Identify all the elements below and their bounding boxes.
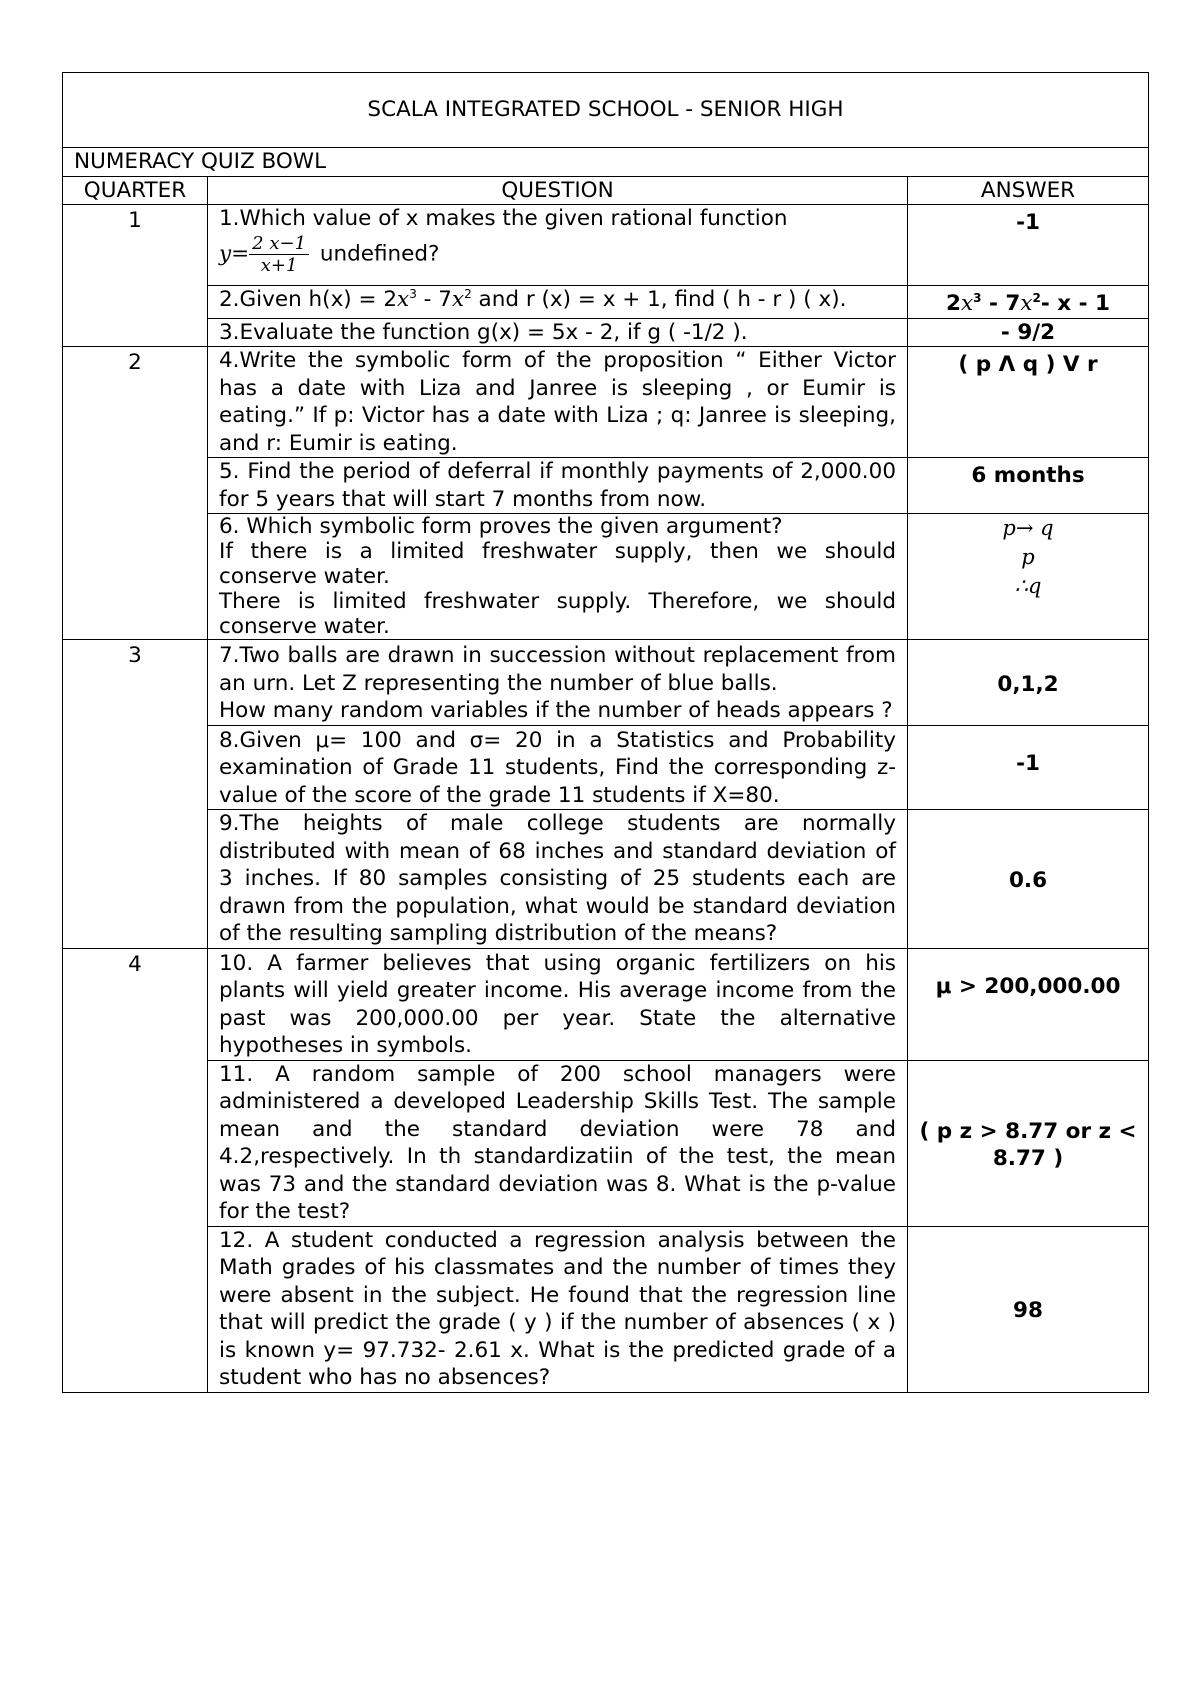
column-header-row <box>63 176 1149 205</box>
premise-1: If there is a limited freshwater supply, then we should conserve water. <box>219 539 896 589</box>
answer-cell: ( p z > 8.77 or z < 8.77 ) <box>908 1060 1149 1226</box>
question-text: 1.Which value of x makes the given rational function <box>219 206 788 231</box>
exponent: 2 <box>1032 290 1041 305</box>
question-cell: 5. Find the period of deferral if monthly payments of 2,000.00 for 5 years that will start 7 months from now. <box>208 458 908 514</box>
question-row <box>63 458 1149 514</box>
question-row <box>63 318 1149 347</box>
rational-fraction <box>249 233 309 276</box>
exponent: 3 <box>973 290 982 305</box>
equation-lhs: y= <box>219 241 250 266</box>
question-cell: 9.The heights of male college students are normally distributed with mean of 68 inches and standard deviation of 3 inches. If 80 samples consisting of 25 students each are drawn from the population, what would be standard deviation of the resulting sampling distribution of the means? <box>208 810 908 949</box>
question-cell <box>208 640 908 726</box>
question-row <box>63 1226 1149 1392</box>
question-row <box>63 1060 1149 1226</box>
question-cell: 8.Given μ= 100 and σ= 20 in a Statistics and Probability examination of Grade 11 students, Find the corresponding z-value of the score of the grade 11 students if X=80. <box>208 725 908 810</box>
question-cell <box>208 286 908 319</box>
variable-x: x <box>961 291 974 316</box>
answer-cell: ( p Λ q ) V r <box>908 347 1149 458</box>
answer-cell: -1 <box>908 205 1149 286</box>
col-header-question: QUESTION <box>208 176 908 205</box>
event-title: NUMERACY QUIZ BOWL <box>63 148 1149 177</box>
question-row <box>63 725 1149 810</box>
question-row <box>63 810 1149 949</box>
quarter-cell: 3 <box>63 640 208 949</box>
question-text-end: undefined? <box>313 241 440 266</box>
answer-cell: - 9/2 <box>908 318 1149 347</box>
question-cell: 12. A student conducted a regression analysis between the Math grades of his classmates and the number of times they were absent in the subject. He found that the regression line that will predict the grade ( y ) if the number of absences ( x ) is known y= 97.732- 2.61 x. What is the predicted grade of a student who has no absences? <box>208 1226 908 1392</box>
logic-line-2: p <box>1021 545 1035 569</box>
answer-cell <box>908 286 1149 319</box>
logic-line-1: p→ q <box>1002 516 1054 540</box>
variable-x: x <box>451 287 465 312</box>
quarter-cell: 2 <box>63 347 208 640</box>
question-row <box>63 286 1149 319</box>
answer-cell: 0.6 <box>908 810 1149 949</box>
logic-line-3: ∴q <box>1014 574 1042 598</box>
question-text: - 7 <box>416 287 452 312</box>
question-row <box>63 948 1149 1060</box>
answer-text: - 7 <box>981 291 1021 316</box>
question-cell <box>208 205 908 286</box>
question-text: 7.Two balls are drawn in succession without replacement from an urn. Let Z representing the number of blue balls. <box>219 643 896 696</box>
question-cell: 3.Evaluate the function g(x) = 5x - 2, if g ( -1/2 ). <box>208 318 908 347</box>
premise-2: There is limited freshwater supply. Therefore, we should conserve water. <box>219 589 896 639</box>
quiz-table <box>62 72 1149 1393</box>
question-row <box>63 347 1149 458</box>
exponent: 3 <box>409 286 417 301</box>
school-title: SCALA INTEGRATED SCHOOL - SENIOR HIGH <box>63 73 1149 148</box>
fraction-denominator: x+1 <box>260 254 298 276</box>
answer-text: - x - 1 <box>1040 291 1110 316</box>
fraction-numerator: 2 x−1 <box>249 233 309 255</box>
question-text: and r (x) = x + 1, find ( h - r ) ( x). <box>471 287 847 312</box>
question-row <box>63 514 1149 640</box>
variable-x: x <box>1020 291 1033 316</box>
answer-cell: -1 <box>908 725 1149 810</box>
quarter-cell: 1 <box>63 205 208 347</box>
exponent: 2 <box>464 286 472 301</box>
question-cell <box>208 514 908 640</box>
answer-text: 2 <box>946 291 961 316</box>
question-cell: 11. A random sample of 200 school managers were administered a developed Leadership Skills Test. The sample mean and the standard deviation were 78 and 4.2,respectively. In th standardizatiin of the test, the mean was 73 and the standard deviation was 8. What is the p-value for the test? <box>208 1060 908 1226</box>
title-row <box>63 73 1149 148</box>
col-header-answer: ANSWER <box>908 176 1149 205</box>
question-text: 2.Given h(x) = 2 <box>219 287 398 312</box>
question-cell: 10. A farmer believes that using organic fertilizers on his plants will yield greater income. His average income from the past was 200,000.00 per year. State the alternative hypotheses in symbols. <box>208 948 908 1060</box>
question-row <box>63 205 1149 286</box>
answer-cell <box>908 514 1149 640</box>
question-text: 6. Which symbolic form proves the given argument? <box>219 514 783 539</box>
col-header-quarter: QUARTER <box>63 176 208 205</box>
variable-x: x <box>397 287 410 312</box>
answer-cell: 6 months <box>908 458 1149 514</box>
answer-cell: μ > 200,000.00 <box>908 948 1149 1060</box>
quarter-cell: 4 <box>63 948 208 1392</box>
answer-cell: 98 <box>908 1226 1149 1392</box>
quiz-document <box>62 72 1148 1393</box>
answer-cell: 0,1,2 <box>908 640 1149 726</box>
question-row <box>63 640 1149 726</box>
question-cell: 4.Write the symbolic form of the proposition “ Either Victor has a date with Liza and Janree is sleeping , or Eumir is eating.” If p: Victor has a date with Liza ; q: Janree is sleeping, and r: Eumir is eating. <box>208 347 908 458</box>
question-text: How many random variables if the number of heads appears ? <box>219 698 893 723</box>
event-row <box>63 148 1149 177</box>
